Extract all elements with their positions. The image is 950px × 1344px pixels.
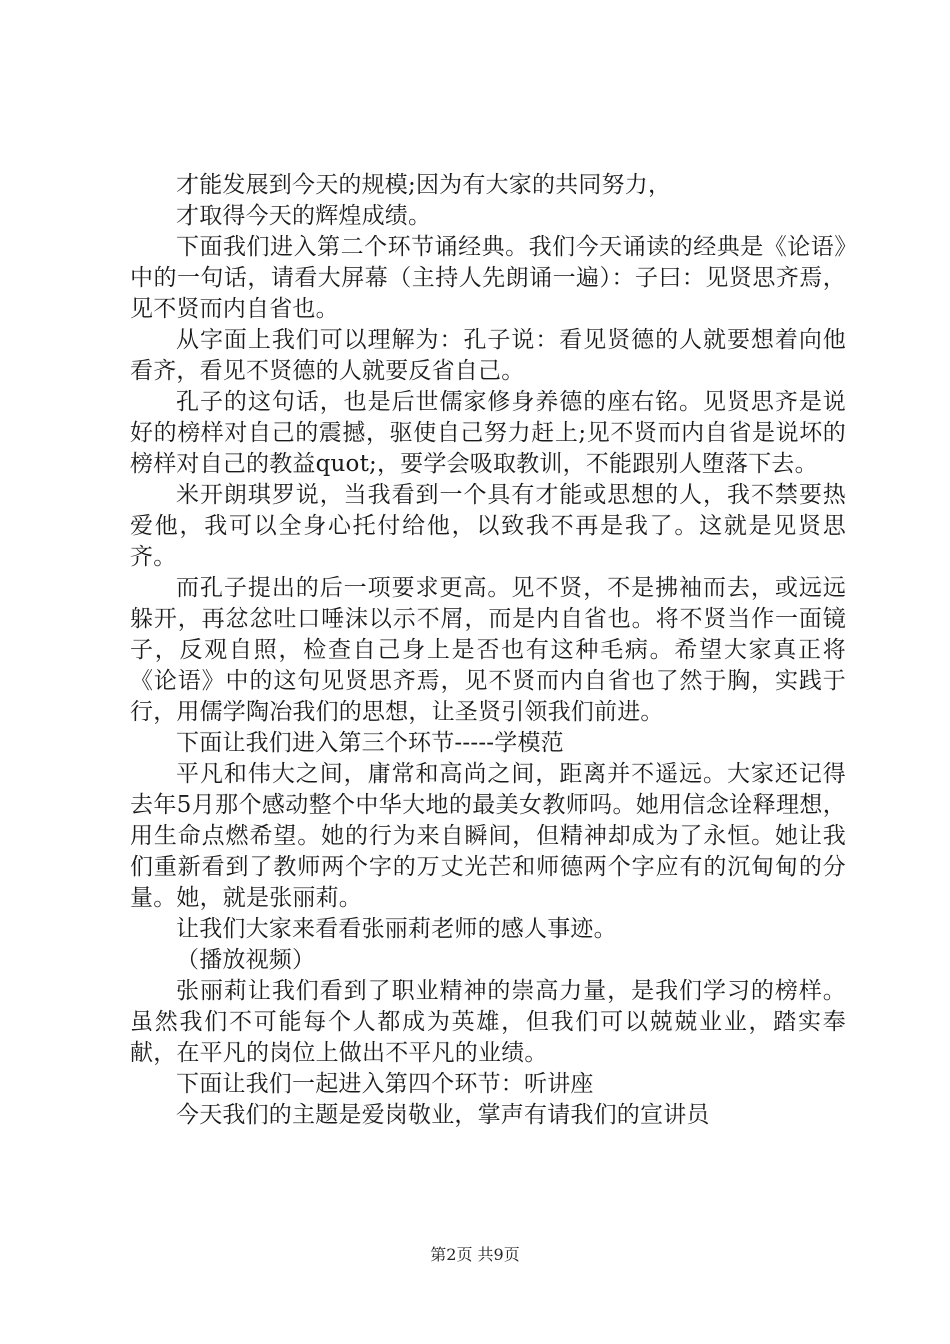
paragraph-3: 下面我们进入第二个环节诵经典。我们今天诵读的经典是《论语》中的一句话，请看大屏幕（主持人先朗诵一遍）：子曰：见贤思齐焉，见不贤而内自省也。 <box>130 234 846 322</box>
page-number-footer: 第2页 共9页 <box>430 1245 520 1264</box>
paragraph-5: 孔子的这句话，也是后世儒家修身养德的座右铭。见贤思齐是说好的榜样对自己的震撼，驱使自己努力赶上;见不贤而内自省是说坏的榜样对自己的教益quot;，要学会吸取教训，不能跟别人堕落下去。 <box>130 389 846 477</box>
document-body <box>130 170 846 1131</box>
paragraph-4: 从字面上我们可以理解为：孔子说：看见贤德的人就要想着向他看齐，看见不贤德的人就要反省自己。 <box>130 327 846 384</box>
paragraph-2: 才取得今天的辉煌成绩。 <box>176 203 432 229</box>
paragraph-11: （播放视频） <box>176 947 316 973</box>
paragraph-6: 米开朗琪罗说，当我看到一个具有才能或思想的人，我不禁要热爱他，我可以全身心托付给他，以致我不再是我了。这就是见贤思齐。 <box>130 482 846 570</box>
paragraph-14: 今天我们的主题是爱岗敬业，掌声有请我们的宣讲员 <box>176 1102 710 1128</box>
paragraph-13: 下面让我们一起进入第四个环节：听讲座 <box>176 1071 594 1097</box>
paragraph-9: 平凡和伟大之间，庸常和高尚之间，距离并不遥远。大家还记得去年5月那个感动整个中华大地的最美女教师吗。她用信念诠释理想，用生命点燃希望。她的行为来自瞬间，但精神却成为了永恒。她让我们重新看到了教师两个字的万丈光芒和师德两个字应有的沉甸甸的分量。她，就是张丽莉。 <box>130 761 846 911</box>
paragraph-7: 而孔子提出的后一项要求更高。见不贤，不是拂袖而去，或远远躲开，再忿忿吐口唾沫以示不屑，而是内自省也。将不贤当作一面镜子，反观自照，检查自己身上是否也有这种毛病。希望大家真正将《论语》中的这句见贤思齐焉，见不贤而内自省也了然于胸，实践于行，用儒学陶冶我们的思想，让圣贤引领我们前进。 <box>130 575 846 725</box>
paragraph-8: 下面让我们进入第三个环节-----学模范 <box>176 730 564 756</box>
paragraph-12: 张丽莉让我们看到了职业精神的崇高力量，是我们学习的榜样。虽然我们不可能每个人都成为英雄，但我们可以兢兢业业，踏实奉献，在平凡的岗位上做出不平凡的业绩。 <box>130 978 846 1066</box>
paragraph-1: 才能发展到今天的规模;因为有大家的共同努力， <box>176 172 672 198</box>
paragraph-10: 让我们大家来看看张丽莉老师的感人事迹。 <box>176 916 617 942</box>
